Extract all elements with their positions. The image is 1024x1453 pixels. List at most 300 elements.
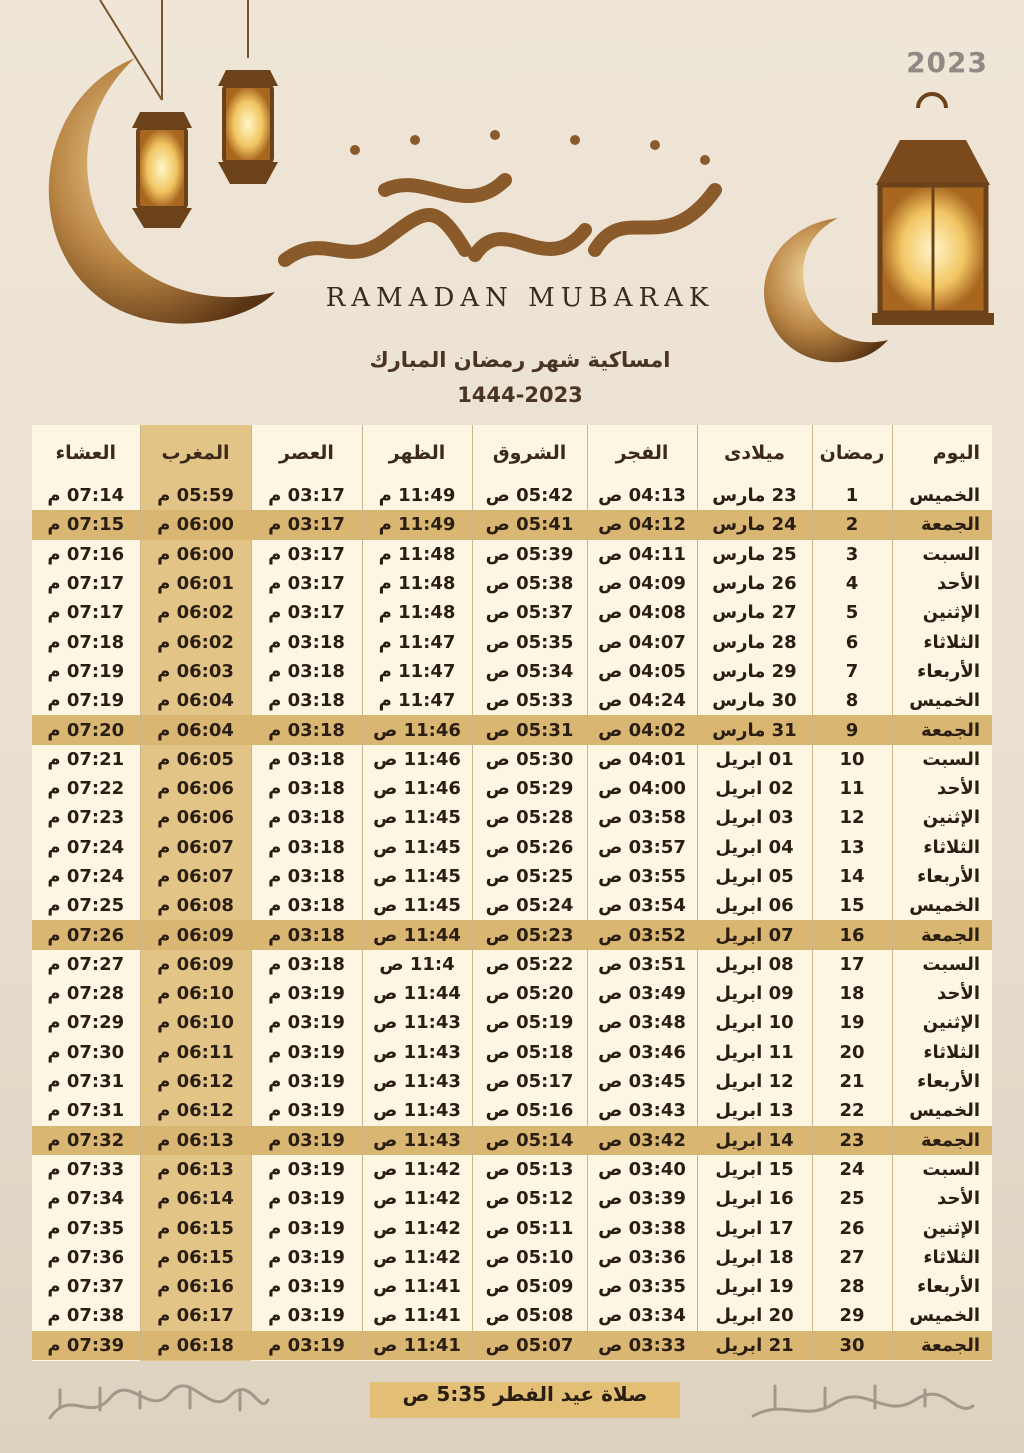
table-cell: الإثنين [892,1008,992,1037]
table-cell: 06:14 م [140,1184,251,1213]
table-cell: 04:01 ص [587,745,697,774]
table-cell: السبت [892,540,992,569]
table-cell: 11 [812,774,892,803]
table-cell: 05:35 ص [472,627,587,656]
table-cell: 03:51 ص [587,950,697,979]
subtitle-english: RAMADAN MUBARAK [325,283,715,313]
table-cell: الجمعة [892,1331,992,1360]
table-cell: 03:19 م [251,1008,362,1037]
table-cell: 06:12 م [140,1067,251,1096]
table-cell: 29 [812,1301,892,1330]
table-cell: 07:39 م [32,1331,140,1360]
table-cell: 03:43 ص [587,1096,697,1125]
table-cell: الخميس [892,686,992,715]
table-cell: 03:39 ص [587,1184,697,1213]
table-row [32,1243,992,1272]
table-cell: 12 [812,803,892,832]
table-cell: 20 [812,1038,892,1067]
table-cell: 11:4 ص [362,950,472,979]
table-cell: 11:43 ص [362,1096,472,1125]
table-cell: 03:19 م [251,979,362,1008]
table-cell: 03:18 م [251,803,362,832]
table-cell: 03:36 ص [587,1243,697,1272]
table-cell: 06:04 م [140,715,251,744]
table-cell: 05:33 ص [472,686,587,715]
table-cell: 07 ابريل [697,920,812,949]
table-row [32,657,992,686]
table-cell: 06:09 م [140,950,251,979]
table-cell: 06:11 م [140,1038,251,1067]
table-cell: 11:43 ص [362,1126,472,1155]
table-cell: 11:45 ص [362,803,472,832]
table-cell: 26 [812,1213,892,1242]
table-cell: 11 ابريل [697,1038,812,1067]
table-cell: 14 [812,862,892,891]
table-cell: 06:02 م [140,598,251,627]
table-cell: 03:49 ص [587,979,697,1008]
table-row [32,979,992,1008]
table-cell: 07:24 م [47,866,125,887]
table-cell: الإثنين [892,598,992,627]
table-cell: 05:17 ص [472,1067,587,1096]
table-cell: 03:18 م [251,862,362,891]
table-cell: 05:31 ص [472,715,587,744]
column-header: العصر [251,425,362,481]
table-cell: 06:01 م [140,569,251,598]
table-row [32,803,992,832]
column-header: اليوم [892,425,992,481]
table-cell: 04:09 ص [587,569,697,598]
table-cell: 11:45 ص [362,862,472,891]
table-cell: 11:46 ص [362,774,472,803]
table-row [32,1155,992,1184]
table-cell: 05:41 ص [472,510,587,539]
table-cell: 14 ابريل [697,1126,812,1155]
table-cell: 18 ابريل [697,1243,812,1272]
table-cell: 06:06 م [140,803,251,832]
table-cell: 07:25 م [47,895,125,917]
table-cell: 04:02 ص [587,715,697,744]
table-cell: 15 ابريل [697,1155,812,1184]
table-cell: الخميس [892,1096,992,1125]
table-cell: 05:24 ص [472,891,587,920]
table-cell: 06:16 م [140,1272,251,1301]
table-cell: 11:45 ص [362,833,472,862]
table-cell: 06:13 م [140,1155,251,1184]
eid-prayer-badge: صلاة عيد الفطر 5:35 ص [370,1382,680,1418]
table-cell: 05:09 ص [472,1272,587,1301]
table-cell: 06:05 م [140,745,251,774]
table-cell: 19 ابريل [697,1272,812,1301]
table-cell: 6 [812,627,892,656]
table-cell: 06:07 م [140,862,251,891]
table-cell: 11:42 ص [362,1155,472,1184]
table-cell: 07:37 م [47,1276,125,1298]
table-cell: 03:18 م [251,950,362,979]
table-cell: 11:47 م [362,657,472,686]
table-cell: 05:34 ص [472,657,587,686]
table-cell: 04:13 ص [587,481,697,510]
table-cell: 7 [812,657,892,686]
table-cell: 05:26 ص [472,833,587,862]
column-header: الفجر [587,425,697,481]
table-cell: 07:31 م [47,1100,125,1122]
table-cell: 05:28 ص [472,803,587,832]
table-cell: 11:43 ص [362,1067,472,1096]
table-row [32,1126,992,1155]
table-cell: 06:00 م [140,510,251,539]
table-cell: 2 [812,510,892,539]
table-cell: 03:17 م [251,598,362,627]
table-cell: 03:19 م [251,1038,362,1067]
table-cell: 04:05 ص [587,657,697,686]
table-cell: 06:07 م [140,833,251,862]
table-cell: 05:08 ص [472,1301,587,1330]
table-cell: 03:57 ص [587,833,697,862]
table-cell: 07:28 م [47,983,125,1005]
table-cell: 03:18 م [251,920,362,949]
table-cell: 03:18 م [251,891,362,920]
table-cell: 03:48 ص [587,1008,697,1037]
table-row [32,686,992,715]
table-cell: 03:18 م [251,833,362,862]
table-cell: الأربعاء [892,657,992,686]
table-cell: الأربعاء [892,1067,992,1096]
table-cell: الثلاثاء [892,1038,992,1067]
table-cell: 07:23 م [47,807,125,829]
table-cell: 07:19 م [47,690,125,712]
table-cell: 07:33 م [47,1158,125,1180]
table-cell: 07:14 م [47,485,125,507]
table-cell: 03:19 م [251,1126,362,1155]
table-cell: 06:15 م [140,1213,251,1242]
table-cell: 03:18 م [251,745,362,774]
table-row [32,1301,992,1330]
table-cell: 03:19 م [251,1067,362,1096]
column-header: ميلادى [697,425,812,481]
table-cell: الجمعة [892,920,992,949]
table-cell: 05:59 م [140,481,251,510]
table-cell: 03:17 م [251,510,362,539]
table-cell: 07:30 م [47,1041,125,1063]
table-cell: 06:10 م [140,1008,251,1037]
table-row [32,891,992,920]
table-cell: 07:15 م [32,510,140,539]
table-cell: 03:55 ص [587,862,697,891]
table-cell: 06:09 م [140,920,251,949]
table-cell: 04:08 ص [587,598,697,627]
table-cell: 06:15 م [140,1243,251,1272]
table-cell: الجمعة [892,510,992,539]
table-cell: الإثنين [892,803,992,832]
table-cell: 07:32 م [32,1126,140,1155]
table-row [32,540,992,569]
table-cell: 03:19 م [251,1243,362,1272]
table-cell: 02 ابريل [697,774,812,803]
table-cell: 11:44 ص [362,979,472,1008]
table-cell: 04:00 ص [587,774,697,803]
table-cell: 05:22 ص [472,950,587,979]
table-cell: 13 [812,833,892,862]
table-row [32,950,992,979]
table-cell: 06:00 م [140,540,251,569]
table-cell: 28 [812,1272,892,1301]
table-cell: 11:47 م [362,627,472,656]
table-cell: 04:24 ص [587,686,697,715]
column-header: الظهر [362,425,472,481]
table-cell: 07:18 م [47,631,125,653]
table-cell: الأحد [892,1184,992,1213]
column-header: رمضان [812,425,892,481]
table-cell: الخميس [892,891,992,920]
table-cell: 05:19 ص [472,1008,587,1037]
column-header: الشروق [472,425,587,481]
table-cell: 10 [812,745,892,774]
table-cell: 16 [812,920,892,949]
table-cell: 07:16 م [47,543,125,565]
table-cell: 03:40 ص [587,1155,697,1184]
table-cell: 11:42 ص [362,1184,472,1213]
table-cell: 04:11 ص [587,540,697,569]
table-cell: 4 [812,569,892,598]
column-header: العشاء [55,442,117,464]
table-cell: 03:42 ص [587,1126,697,1155]
table-cell: 11:49 م [362,481,472,510]
table-cell: 27 مارس [697,598,812,627]
table-cell: 05:30 ص [472,745,587,774]
table-cell: 06:10 م [140,979,251,1008]
table-cell: 06:02 م [140,627,251,656]
table-cell: 3 [812,540,892,569]
table-row [32,569,992,598]
table-cell: الأحد [892,979,992,1008]
table-cell: الثلاثاء [892,627,992,656]
table-cell: 12 ابريل [697,1067,812,1096]
table-cell: 05:37 ص [472,598,587,627]
table-cell: 03:18 م [251,627,362,656]
table-row [32,1184,992,1213]
table-cell: الثلاثاء [892,833,992,862]
ramadan-mubarak-calligraphy [265,110,745,290]
table-row [32,481,992,510]
table-cell: 03:18 م [251,657,362,686]
table-cell: 07:29 م [47,1012,125,1034]
table-cell: 20 ابريل [697,1301,812,1330]
table-cell: 06:08 م [140,891,251,920]
table-cell: 11:46 ص [362,715,472,744]
table-cell: 11:46 ص [362,745,472,774]
table-cell: 09 ابريل [697,979,812,1008]
table-row [32,1272,992,1301]
page-title-year: 1444-2023 [457,383,583,407]
table-cell: 03:58 ص [587,803,697,832]
table-cell: 11:43 ص [362,1038,472,1067]
table-cell: 05:14 ص [472,1126,587,1155]
table-cell: 03:19 م [251,1331,362,1360]
table-cell: 17 ابريل [697,1213,812,1242]
table-cell: الأحد [892,569,992,598]
table-cell: 1 [812,481,892,510]
small-crescent-icon [764,218,888,362]
table-cell: الأربعاء [892,1272,992,1301]
calligraphy-right [745,1378,980,1428]
table-cell: 07:20 م [32,715,140,744]
table-cell: الإثنين [892,1213,992,1242]
table-cell: 07:36 م [47,1246,125,1268]
table-cell: 05:18 ص [472,1038,587,1067]
timetable [32,425,992,1361]
table-cell: 11:41 ص [362,1272,472,1301]
table-cell: 26 مارس [697,569,812,598]
table-cell: 06:06 م [140,774,251,803]
table-row [32,1213,992,1242]
table-cell: 03 ابريل [697,803,812,832]
table-cell: 07:35 م [47,1217,125,1239]
table-cell: 03:19 م [251,1301,362,1330]
table-cell: 07:31 م [47,1071,125,1093]
table-cell: 03:19 م [251,1213,362,1242]
table-cell: 07:21 م [47,748,125,770]
table-cell: 04:07 ص [587,627,697,656]
table-cell: 11:44 ص [362,920,472,949]
table-cell: 03:18 م [251,686,362,715]
table-cell: 05:29 ص [472,774,587,803]
table-cell: 07:38 م [47,1305,125,1327]
table-row [32,1331,992,1360]
table-cell: 03:34 ص [587,1301,697,1330]
table-cell: 27 [812,1243,892,1272]
table-cell: 13 ابريل [697,1096,812,1125]
table-row [32,745,992,774]
table-cell: 31 مارس [697,715,812,744]
table-cell: 07:26 م [32,920,140,949]
table-cell: 15 [812,891,892,920]
table-cell: 24 [812,1155,892,1184]
table-cell: 06:12 م [140,1096,251,1125]
table-cell: 07:17 م [47,573,125,595]
table-cell: 05:42 ص [472,481,587,510]
table-cell: 05:07 ص [472,1331,587,1360]
table-cell: 06:13 م [140,1126,251,1155]
table-cell: 05:25 ص [472,862,587,891]
table-cell: 11:48 م [362,569,472,598]
table-cell: 04:12 ص [587,510,697,539]
table-row [32,627,992,656]
table-cell: الأربعاء [892,862,992,891]
table-cell: 06:18 م [140,1331,251,1360]
table-cell: 21 [812,1067,892,1096]
table-cell: 05:10 ص [472,1243,587,1272]
table-row [32,598,992,627]
standing-lantern-icon [872,94,994,325]
table-row [32,1008,992,1037]
table-cell: 03:46 ص [587,1038,697,1067]
table-cell: 06 ابريل [697,891,812,920]
table-cell: 07:22 م [47,778,125,800]
table-cell: 11:41 ص [362,1301,472,1330]
calligraphy-left [40,1378,275,1428]
table-cell: الخميس [892,1301,992,1330]
table-cell: 04 ابريل [697,833,812,862]
timetable-grid [32,425,992,1360]
table-row [32,833,992,862]
table-cell: 03:17 م [251,569,362,598]
table-cell: 05:16 ص [472,1096,587,1125]
table-cell: 21 ابريل [697,1331,812,1360]
table-row [32,1038,992,1067]
table-cell: 03:45 ص [587,1067,697,1096]
table-cell: 03:19 م [251,1184,362,1213]
table-cell: السبت [892,950,992,979]
table-cell: 05:38 ص [472,569,587,598]
table-cell: 23 مارس [697,481,812,510]
table-cell: الخميس [892,481,992,510]
year-label: 2023 [906,46,988,79]
table-cell: 06:17 م [140,1301,251,1330]
table-cell: 05:39 ص [472,540,587,569]
page-title: امساكية شهر رمضان المبارك [369,348,671,372]
table-cell: 05:13 ص [472,1155,587,1184]
table-cell: 23 [812,1126,892,1155]
table-cell: 07:17 م [47,602,125,624]
table-cell: 03:19 م [251,1155,362,1184]
table-cell: 03:19 م [251,1096,362,1125]
table-cell: 03:54 ص [587,891,697,920]
table-row [32,1096,992,1125]
table-cell: 30 [812,1331,892,1360]
table-cell: 19 [812,1008,892,1037]
table-row [32,774,992,803]
table-cell: 30 مارس [697,686,812,715]
table-cell: 5 [812,598,892,627]
table-cell: 11:42 ص [362,1213,472,1242]
table-cell: 28 مارس [697,627,812,656]
table-cell: 8 [812,686,892,715]
column-header: المغرب [140,425,251,481]
table-cell: 17 [812,950,892,979]
table-cell: 01 ابريل [697,745,812,774]
table-cell: 11:41 ص [362,1331,472,1360]
table-cell: 11:43 ص [362,1008,472,1037]
table-cell: 07:34 م [47,1188,125,1210]
table-cell: 06:04 م [140,686,251,715]
table-cell: 11:48 م [362,540,472,569]
table-cell: 03:17 م [251,540,362,569]
table-cell: 24 مارس [697,510,812,539]
table-cell: 11:49 م [362,510,472,539]
table-cell: 05:20 ص [472,979,587,1008]
table-cell: 25 [812,1184,892,1213]
table-row [32,510,992,539]
table-cell: 07:19 م [47,660,125,682]
table-cell: 25 مارس [697,540,812,569]
table-cell: 05 ابريل [697,862,812,891]
table-cell: 03:18 م [251,715,362,744]
table-cell: 06:03 م [140,657,251,686]
table-cell: 03:38 ص [587,1213,697,1242]
table-cell: 11:42 ص [362,1243,472,1272]
table-cell: 03:18 م [251,774,362,803]
table-row [32,920,992,949]
table-cell: 16 ابريل [697,1184,812,1213]
table-cell: الجمعة [892,715,992,744]
table-cell: 11:47 م [362,686,472,715]
table-cell: 03:35 ص [587,1272,697,1301]
table-cell: 03:33 ص [587,1331,697,1360]
table-cell: 03:17 م [251,481,362,510]
table-cell: 10 ابريل [697,1008,812,1037]
table-cell: 18 [812,979,892,1008]
